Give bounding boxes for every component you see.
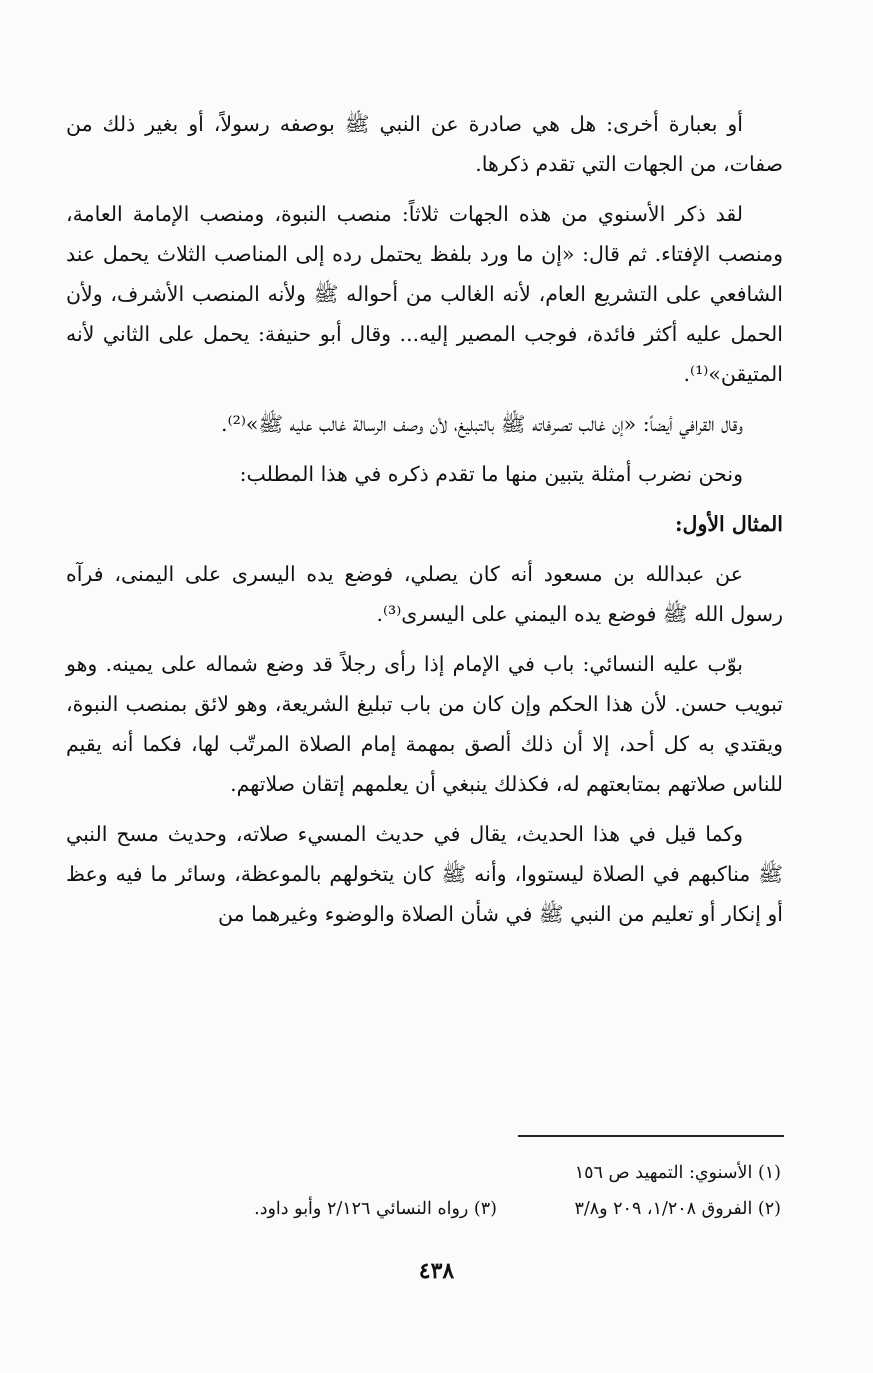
paragraph-3: وقال القرافي أيضاً: «إن غالب تصرفاته ﷺ بالتبليغ، لأن وصف الرسالة غالب عليه ﷺ»⁽²⁾. [221, 412, 743, 436]
page-number: ٤٣٨ [418, 1258, 455, 1284]
footnote-row-2 [66, 1191, 781, 1227]
footnote-3: (٣) رواه النسائي ٢/١٢٦ وأبو داود. [254, 1199, 497, 1219]
footnote-1: (١) الأسنوي: التمهيد ص ١٥٦ [574, 1163, 781, 1183]
main-text [66, 104, 783, 944]
footnote-divider [518, 1135, 784, 1137]
section-heading: المثال الأول: [674, 512, 783, 536]
paragraph-1: أو بعبارة أخرى: هل هي صادرة عن النبي ﷺ بوصفه رسولاً، أو بغير ذلك من صفات، من الجهات التي تقدم ذكرها. [66, 112, 783, 176]
footnote-row-1 [66, 1155, 781, 1191]
paragraph-2: لقد ذكر الأسنوي من هذه الجهات ثلاثاً: منصب النبوة، ومنصب الإمامة العامة، ومنصب الإفتاء. ثم قال: «إن ما ورد بلفظ يحتمل رده إلى المناصب الثلاث يحمل عند الشافعي على التشريع العام، لأنه الغالب من أحواله ﷺ ولأنه المنصب الأشرف، ولأن الحمل عليه أكثر فائدة، فوجب المصير إليه... وقال أبو حنيفة: يحمل على الثاني لأنه المتيقن»⁽¹⁾. [66, 202, 783, 386]
paragraph-6: بوّب عليه النسائي: باب في الإمام إذا رأى رجلاً قد وضع شماله على يمينه. وهو تبويب حسن. لأن هذا الحكم وإن كان من باب تبليغ الشريعة، وهو لائق بمنصب النبوة، ويقتدي به كل أحد، إلا أن ذلك ألصق بمهمة إمام الصلاة المرتّب لها، فكما أنه يقيم للناس صلاتهم بمتابعتهم له، فكذلك ينبغي أن يعلمهم إتقان صلاتهم. [66, 652, 783, 796]
paragraph-7: وكما قيل في هذا الحديث، يقال في حديث المسيء صلاته، وحديث مسح النبي ﷺ مناكبهم في الصلاة ليستووا، وأنه ﷺ كان يتخولهم بالموعظة، وسائر ما فيه وعظ أو إنكار أو تعليم من النبي ﷺ في شأن الصلاة والوضوء وغيرهما من [66, 822, 783, 926]
footnote-2: (٢) الفروق ١/٢٠٨، ٢٠٩ و٣/٨ [574, 1199, 781, 1219]
paragraph-4: ونحن نضرب أمثلة يتبين منها ما تقدم ذكره في هذا المطلب: [239, 462, 743, 486]
footnotes [66, 1155, 781, 1227]
paragraph-5: عن عبدالله بن مسعود أنه كان يصلي، فوضع يده اليسرى على اليمنى، فرآه رسول الله ﷺ فوضع يده اليمني على اليسرى⁽³⁾. [66, 562, 783, 626]
